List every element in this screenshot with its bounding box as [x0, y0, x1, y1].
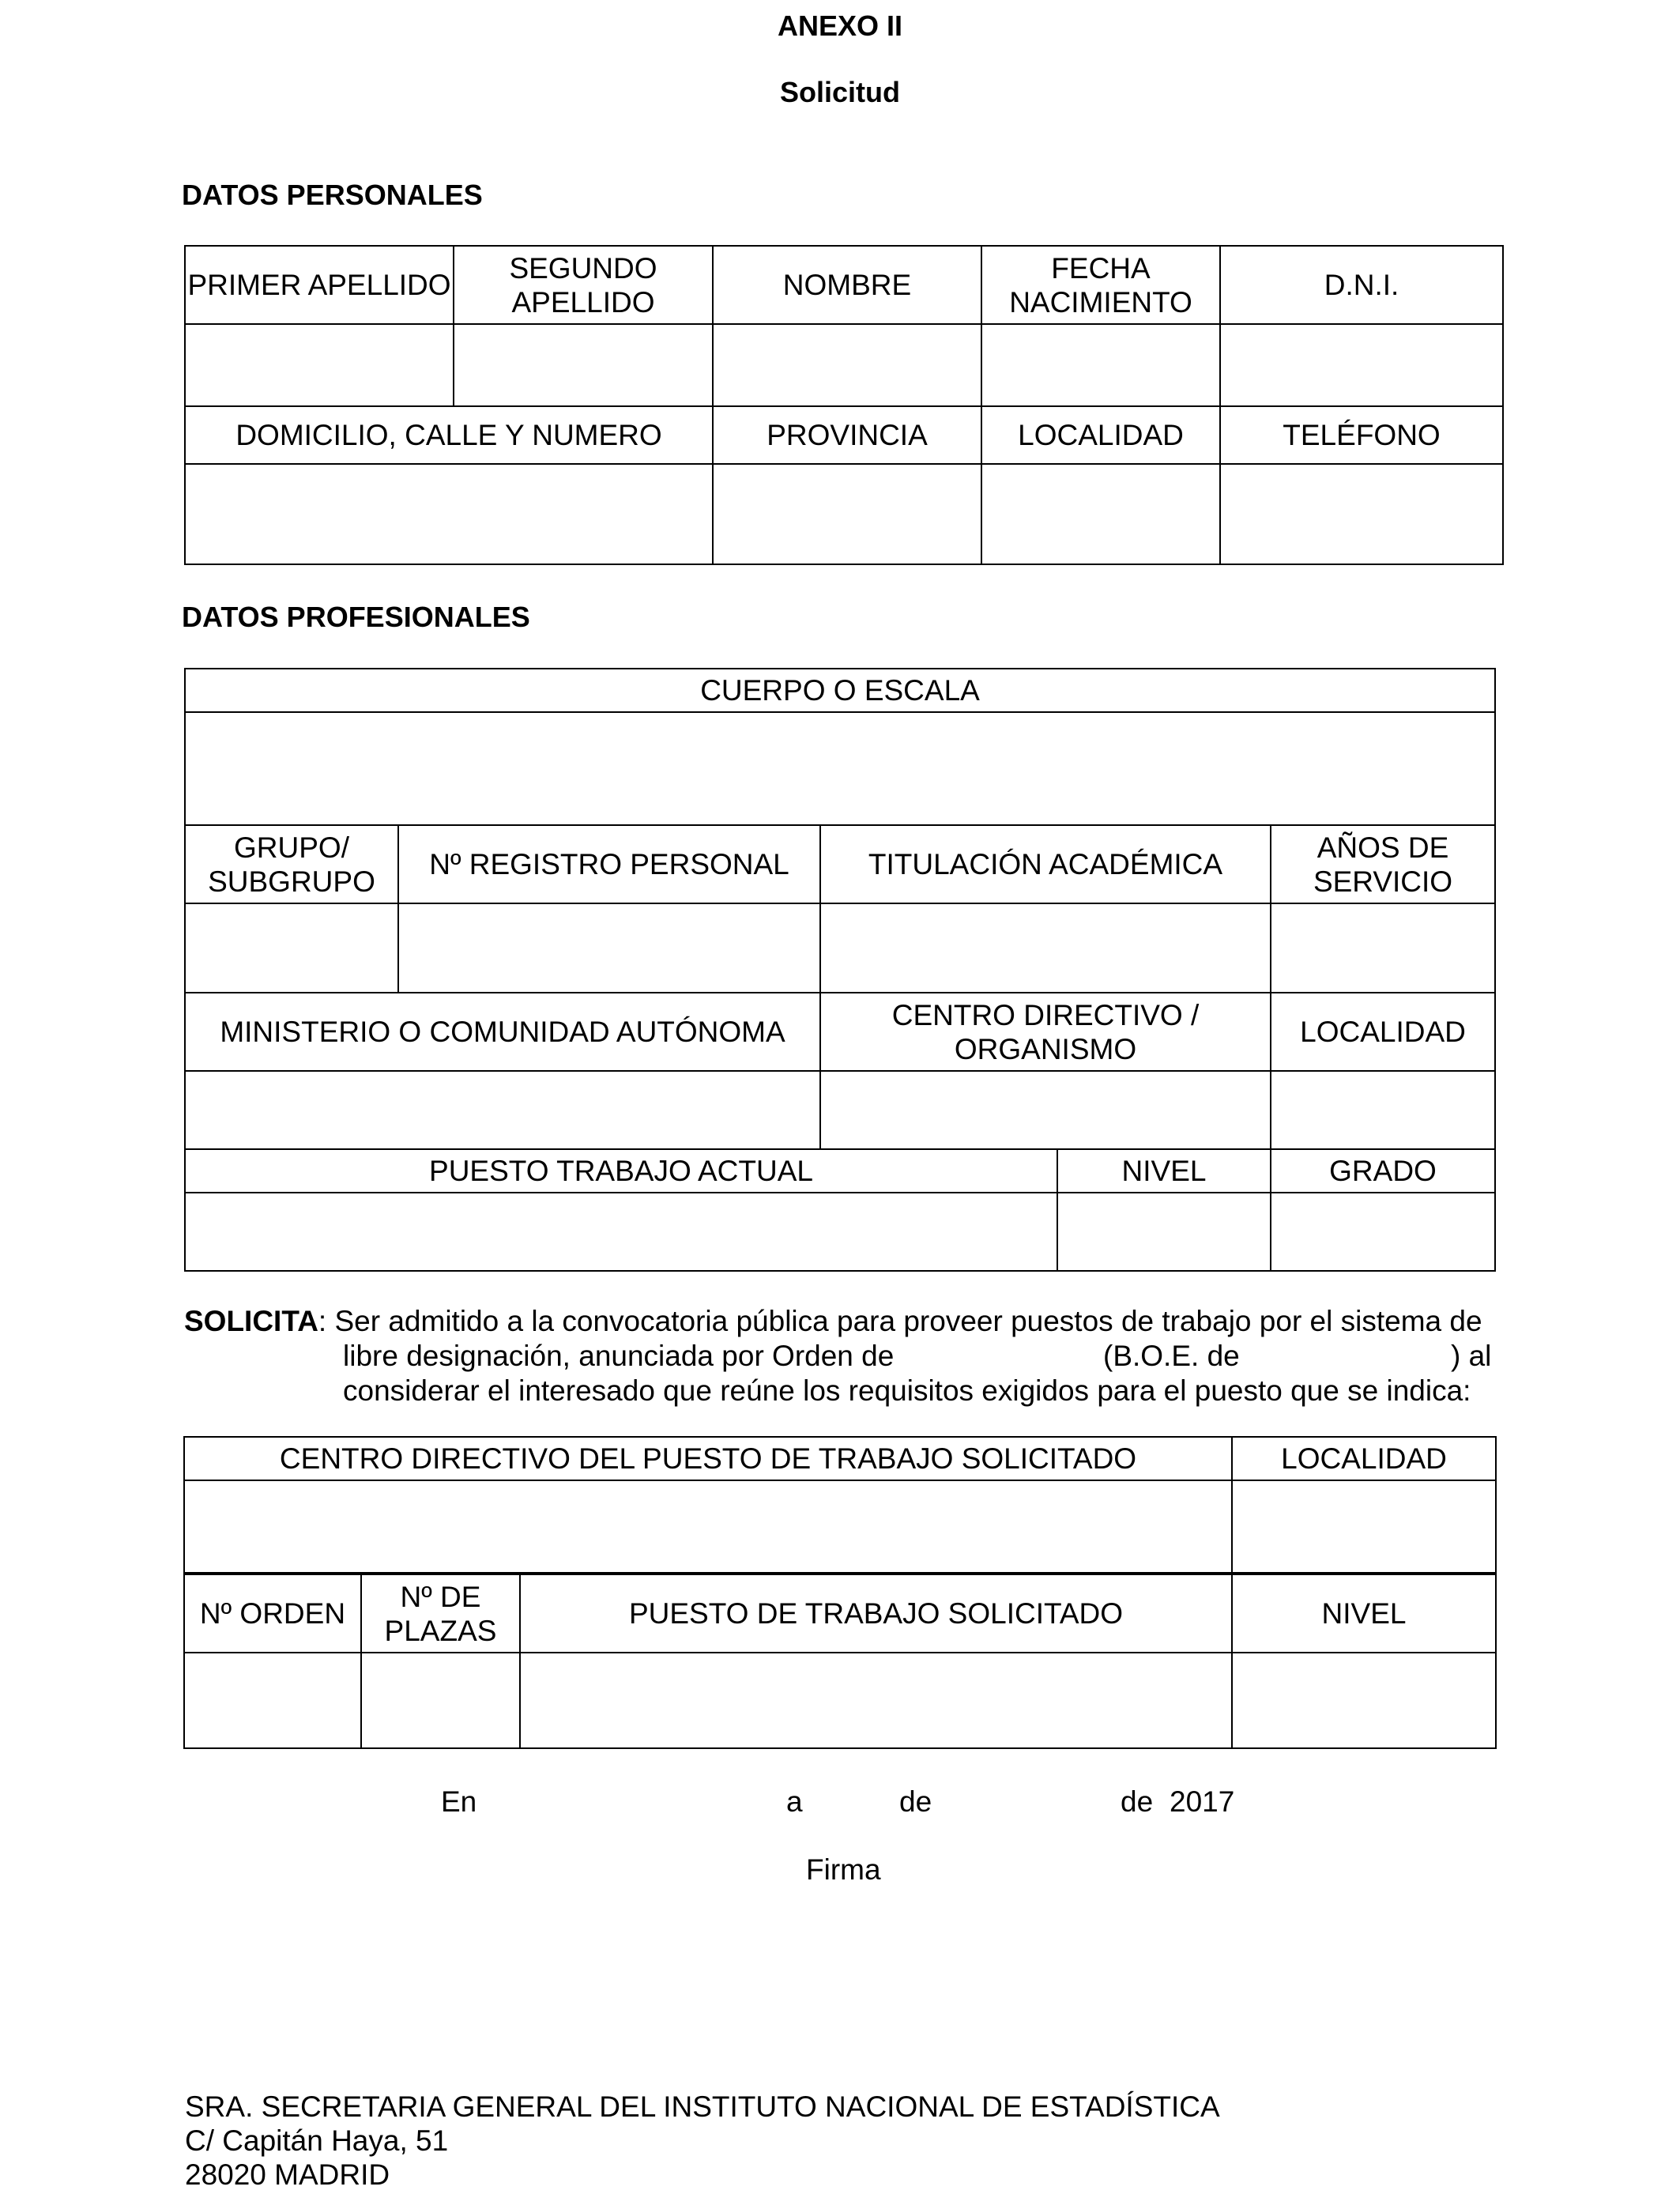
- header-provincia: PROVINCIA: [713, 406, 981, 464]
- field-puesto-solicitado[interactable]: [520, 1653, 1232, 1748]
- header-localidad: LOCALIDAD: [981, 406, 1220, 464]
- section-professional-heading: DATOS PROFESIONALES: [182, 601, 530, 633]
- field-localidad-prof[interactable]: [1271, 1071, 1495, 1149]
- header-nombre: NOMBRE: [713, 246, 981, 324]
- header-registro-personal: Nº REGISTRO PERSONAL: [398, 825, 820, 903]
- field-domicilio[interactable]: [185, 464, 713, 564]
- header-fecha-nacimiento: FECHA NACIMIENTO: [981, 246, 1220, 324]
- request-top-table: [183, 1436, 1497, 1574]
- header-centro-directivo: CENTRO DIRECTIVO / ORGANISMO: [820, 993, 1271, 1071]
- header-domicilio: DOMICILIO, CALLE Y NUMERO: [185, 406, 713, 464]
- field-ministerio[interactable]: [185, 1071, 820, 1149]
- header-grupo-subgrupo: GRUPO/ SUBGRUPO: [185, 825, 398, 903]
- solicita-line2a: libre designación, anunciada por Orden de: [343, 1340, 895, 1372]
- field-nivel[interactable]: [1057, 1193, 1271, 1271]
- header-centro-puesto-solicitado: CENTRO DIRECTIVO DEL PUESTO DE TRABAJO SOLICITADO: [184, 1437, 1232, 1480]
- header-primer-apellido: PRIMER APELLIDO: [185, 246, 454, 324]
- header-anos-servicio: AÑOS DE SERVICIO: [1271, 825, 1495, 903]
- field-cuerpo-escala[interactable]: [185, 712, 1495, 825]
- field-anos-servicio[interactable]: [1271, 903, 1495, 993]
- header-nivel: NIVEL: [1057, 1149, 1271, 1193]
- header-ministerio: MINISTERIO O COMUNIDAD AUTÓNOMA: [185, 993, 820, 1071]
- field-dni[interactable]: [1220, 324, 1503, 406]
- address-line-2: C/ Capitán Haya, 51: [185, 2124, 449, 2157]
- solicita-line2c: ) al: [1451, 1340, 1492, 1372]
- field-titulacion[interactable]: [820, 903, 1271, 993]
- header-telefono: TELÉFONO: [1220, 406, 1503, 464]
- field-segundo-apellido[interactable]: [454, 324, 713, 406]
- field-nivel-solicitado[interactable]: [1232, 1653, 1496, 1748]
- field-grado[interactable]: [1271, 1193, 1495, 1271]
- date-en: En: [441, 1785, 477, 1818]
- address-line-1: SRA. SECRETARIA GENERAL DEL INSTITUTO NACIONAL DE ESTADÍSTICA: [185, 2090, 1220, 2123]
- header-segundo-apellido: SEGUNDO APELLIDO: [454, 246, 713, 324]
- header-puesto-solicitado: PUESTO DE TRABAJO SOLICITADO: [520, 1574, 1232, 1653]
- header-grado: GRADO: [1271, 1149, 1495, 1193]
- field-grupo-subgrupo[interactable]: [185, 903, 398, 993]
- field-centro-directivo[interactable]: [820, 1071, 1271, 1149]
- header-num-plazas: Nº DE PLAZAS: [361, 1574, 520, 1653]
- field-num-orden[interactable]: [184, 1653, 361, 1748]
- field-localidad[interactable]: [981, 464, 1220, 564]
- annex-title: ANEXO II: [777, 9, 903, 42]
- header-puesto-actual: PUESTO TRABAJO ACTUAL: [185, 1149, 1057, 1193]
- document-subtitle: Solicitud: [780, 76, 900, 108]
- personal-data-table: [184, 245, 1504, 565]
- field-fecha-nacimiento[interactable]: [981, 324, 1220, 406]
- date-a: a: [786, 1785, 803, 1818]
- header-num-orden: Nº ORDEN: [184, 1574, 361, 1653]
- header-localidad-prof: LOCALIDAD: [1271, 993, 1495, 1071]
- signature-label: Firma: [806, 1853, 881, 1886]
- professional-position-table: [184, 1148, 1496, 1272]
- field-registro-personal[interactable]: [398, 903, 820, 993]
- field-telefono[interactable]: [1220, 464, 1503, 564]
- address-line-3: 28020 MADRID: [185, 2158, 390, 2191]
- solicita-line1: : Ser admitido a la convocatoria pública para proveer puestos de trabajo por el sistema de: [318, 1305, 1482, 1337]
- solicita-line3: considerar el interesado que reúne los requisitos exigidos para el puesto que se indica:: [343, 1374, 1471, 1407]
- field-primer-apellido[interactable]: [185, 324, 454, 406]
- header-cuerpo-escala: CUERPO O ESCALA: [185, 669, 1495, 712]
- field-puesto-actual[interactable]: [185, 1193, 1057, 1271]
- solicita-label: SOLICITA: [184, 1305, 318, 1337]
- professional-data-table: [184, 668, 1496, 1150]
- field-provincia[interactable]: [713, 464, 981, 564]
- header-localidad-solicitado: LOCALIDAD: [1232, 1437, 1496, 1480]
- date-de-1: de: [899, 1785, 932, 1818]
- solicita-line2b: (B.O.E. de: [1103, 1340, 1240, 1372]
- date-year: 2017: [1170, 1785, 1235, 1818]
- field-centro-puesto-solicitado[interactable]: [184, 1480, 1232, 1573]
- field-localidad-solicitado[interactable]: [1232, 1480, 1496, 1573]
- field-num-plazas[interactable]: [361, 1653, 520, 1748]
- header-titulacion: TITULACIÓN ACADÉMICA: [820, 825, 1271, 903]
- header-nivel-solicitado: NIVEL: [1232, 1574, 1496, 1653]
- section-personal-heading: DATOS PERSONALES: [182, 179, 483, 211]
- date-de-2: de: [1121, 1785, 1154, 1818]
- header-dni: D.N.I.: [1220, 246, 1503, 324]
- field-nombre[interactable]: [713, 324, 981, 406]
- request-bottom-table: [183, 1574, 1497, 1749]
